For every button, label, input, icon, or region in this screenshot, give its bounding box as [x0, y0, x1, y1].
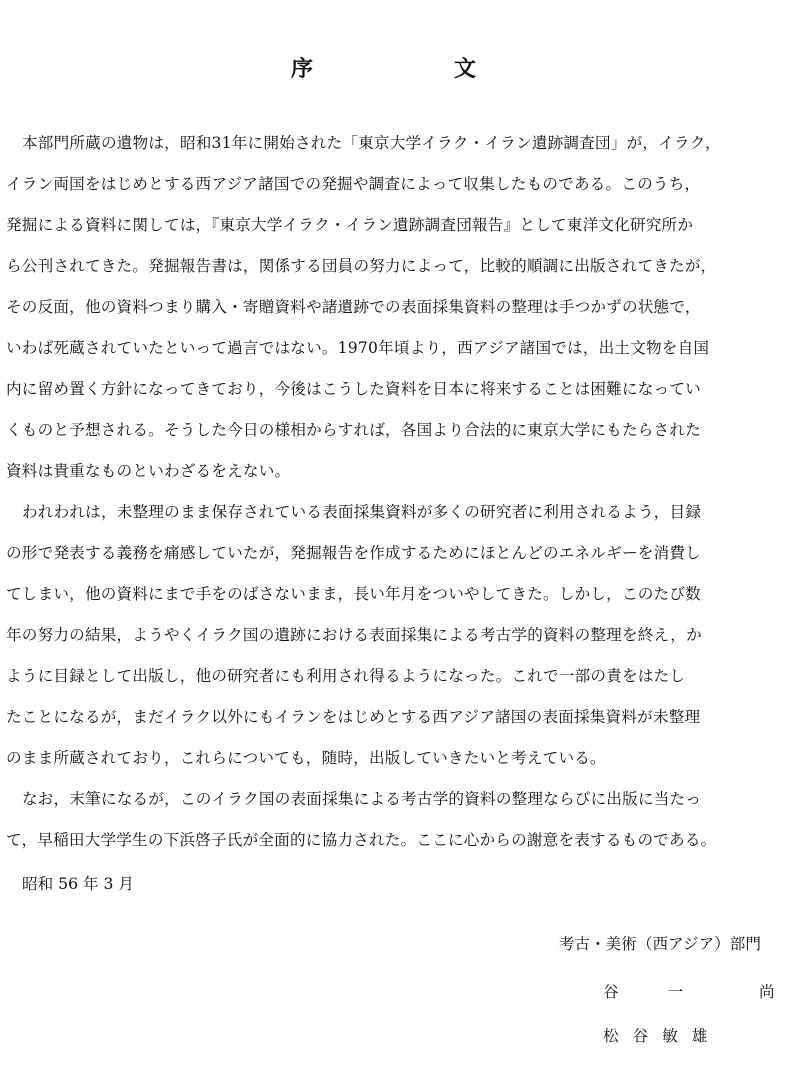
text-line: てしまい，他の資料にまで手をのばさないまま，長い年月をついやしてきた。しかし，このたび数 [6, 585, 701, 603]
text-line: のまま所蔵されており，これらについても，随時，出版していきたいと考えている。 [6, 749, 606, 767]
text-line: 発掘による資料に関しては，『東京大学イラク・イラン遺跡調査団報告』として東洋文化研究所か [6, 216, 694, 234]
author-name: 谷 一 尚 [603, 983, 797, 1001]
text-line: ように目録として出版し，他の研究者にも利用され得るようになった。これで一部の責をはたし [6, 667, 686, 685]
text-line: たことになるが，まだイラク以外にもイランをはじめとする西アジア諸国の表面採集資料が未整理 [6, 708, 701, 726]
text-line: ら公刊されてきた。発掘報告書は，関係する団員の努力によって，比較的順調に出版されてきたが， [6, 257, 717, 275]
date: 昭和 56 年 3 月 [22, 875, 134, 893]
text-line: くものと予想される。そうした今日の様相からすれば，各国より合法的に東京大学にもたらされた [6, 421, 701, 439]
title-char-1: 序 [291, 56, 314, 82]
text-line: 年の努力の結果，ようやくイラク国の遺跡における表面採集による考古学的資料の整理を終え，か [6, 626, 702, 644]
text-line: て，早稲田大学学生の下浜啓子氏が全面的に協力された。ここに心からの謝意を表するものである。 [6, 831, 717, 849]
text-line: 内に留め置く方針になってきており，今後はこうした資料を日本に将来することは困難になってい [6, 380, 701, 398]
text-line: その反面，他の資料つまり購入・寄贈資料や諸遺跡での表面採集資料の整理は手つかずの状態で， [6, 298, 701, 316]
text-line: 資料は貴重なものといわざるをえない。 [6, 462, 291, 480]
text-line: われわれは，未整理のまま保存されている表面採集資料が多くの研究者に利用されるよう，目録 [22, 503, 702, 521]
department: 考古・美術（西アジア）部門 [558, 935, 761, 953]
text-line: 本部門所蔵の遺物は，昭和31年に開始された「東京大学イラク・イラン遺跡調査団」が，イラク， [22, 134, 721, 152]
text-line: いわば死蔵されていたといって過言ではない。1970年頃より，西アジア諸国では，出土文物を自国 [6, 339, 710, 357]
author-name: 松谷敏雄 [603, 1027, 722, 1045]
text-line: の形で発表する義務を痛感していたが，発掘報告を作成するためにほとんどのエネルギーを消費し [6, 544, 701, 562]
text-line: なお，末筆になるが，このイラク国の表面採集による考古学的資料の整理ならびに出版に当たっ [22, 790, 702, 808]
text-line: イラン両国をはじめとする西アジア諸国での発掘や調査によって収集したものである。このうち， [6, 175, 701, 193]
title-char-2: 文 [454, 56, 477, 82]
page-title [0, 54, 775, 84]
